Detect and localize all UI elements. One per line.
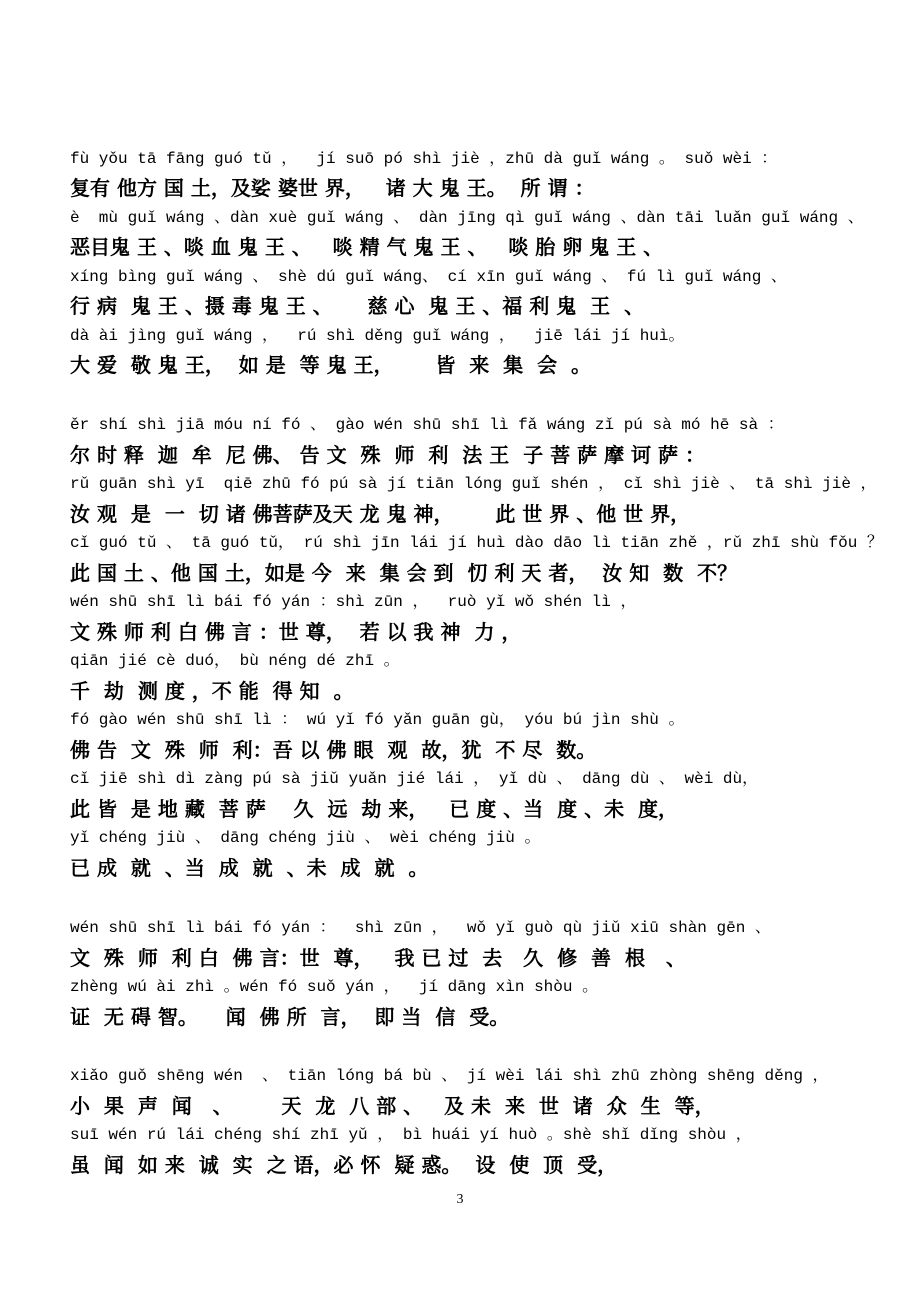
pinyin-line: wén shū shī lì bái fó yán ：shì zūn ， ruò yǐ wǒ shén lì ，: [70, 593, 637, 611]
pinyin-line: qiān jié cè duó， bù néng dé zhī 。: [70, 652, 400, 670]
page-number: 3: [456, 1192, 464, 1207]
hanzi-line: 此 国 土 、他 国 土，如是 今 来 集 会 到 忉 利 天 者， 汝 知 数 不？: [70, 561, 738, 585]
pinyin-line: dà ài jìng guǐ wáng ， rú shì děng guǐ wáng ， jiē lái jí huì。: [70, 327, 685, 345]
pinyin-line: zhèng wú ài zhì 。wén fó suǒ yán ， jí dāng xìn shòu 。: [70, 978, 599, 996]
hanzi-line: 恶目鬼 王 、啖 血 鬼 王 、 啖 精 气 鬼 王 、 啖 胎 卵 鬼 王 、: [70, 235, 664, 259]
hanzi-line: 证 无 碍 智。 闻 佛 所 言， 即 当 信 受。: [70, 1005, 510, 1029]
hanzi-line: 已 成 就 、当 成 就 、未 成 就 。: [70, 856, 429, 880]
pinyin-line: xiǎo guǒ shēng wén 、 tiān lóng bá bù 、 jí wèi lái shì zhū zhòng shēng děng ，: [70, 1067, 829, 1085]
pinyin-line: wén shū shī lì bái fó yán ： shì zūn ， wǒ yǐ guò qù jiǔ xiū shàn gēn 、: [70, 919, 771, 937]
pinyin-line: yǐ chéng jiù 、 dāng chéng jiù 、 wèi chéng jiù 。: [70, 829, 541, 847]
pinyin-line: rǔ guān shì yī qiē zhū fó pú sà jí tiān lóng guǐ shén ， cǐ shì jiè 、 tā shì jiè ，: [70, 475, 877, 493]
hanzi-line: 文 殊 师 利 白 佛 言：世 尊， 我 已 过 去 久 修 善 根 、: [70, 946, 686, 970]
hanzi-line: 汝 观 是 一 切 诸 佛菩萨及天 龙 鬼 神， 此 世 界 、他 世 界，: [70, 502, 691, 526]
pinyin-line: fù yǒu tā fāng guó tǔ ， jí suō pó shì jiè ，zhū dà guǐ wáng 。 suǒ wèi ：: [70, 150, 778, 168]
hanzi-line: 文 殊 师 利 白 佛 言 ：世 尊， 若 以 我 神 力 ，: [70, 620, 522, 644]
hanzi-line: 佛 告 文 殊 师 利：吾 以 佛 眼 观 故，犹 不 尽 数。: [70, 738, 597, 762]
hanzi-line: 小 果 声 闻 、 天 龙 八 部 、 及 未 来 世 诸 众 生 等，: [70, 1094, 715, 1118]
pinyin-line: suī wén rú lái chéng shí zhī yǔ ， bì huái yí huò 。shè shǐ dǐng shòu ，: [70, 1126, 752, 1144]
pinyin-line: fó gào wén shū shī lì ： wú yǐ fó yǎn guān gù， yóu bú jìn shù 。: [70, 711, 685, 729]
hanzi-line: 大 爱 敬 鬼 王， 如 是 等 鬼 王， 皆 来 集 会 。: [70, 353, 592, 377]
pinyin-line: xíng bìng guǐ wáng 、 shè dú guǐ wáng、 cí xīn guǐ wáng 、 fú lì guǐ wáng 、: [70, 268, 787, 286]
hanzi-line: 千 劫 测 度 ，不 能 得 知 。: [70, 679, 354, 703]
hanzi-line: 此 皆 是 地 藏 菩 萨 久 远 劫 来， 已 度 、当 度 、未 度，: [70, 797, 678, 821]
hanzi-line: 虽 闻 如 来 诚 实 之 语，必 怀 疑 惑。 设 使 顶 受，: [70, 1153, 618, 1177]
pinyin-line: è mù guǐ wáng 、dàn xuè guǐ wáng 、 dàn jīng qì guǐ wáng 、dàn tāi luǎn guǐ wáng 、: [70, 209, 864, 227]
pinyin-line: cǐ jiē shì dì zàng pú sà jiǔ yuǎn jié lái ， yǐ dù 、 dāng dù 、 wèi dù，: [70, 770, 759, 788]
hanzi-line: 尔 时 释 迦 牟 尼 佛、 告 文 殊 师 利 法 王 子 菩 萨 摩 诃 萨 ：: [70, 443, 705, 467]
hanzi-line: 行 病 鬼 王 、摄 毒 鬼 王 、 慈 心 鬼 王 、福 利 鬼 王 、: [70, 294, 645, 318]
hanzi-line: 复有 他方 国 土，及娑 婆世 界， 诸 大 鬼 王。 所 谓 ：: [70, 176, 595, 200]
pinyin-line: cǐ guó tǔ 、 tā guó tǔ， rú shì jīn lái jí huì dào dāo lì tiān zhě ，rǔ zhī shù fǒu ？: [70, 534, 883, 552]
pinyin-line: ěr shí shì jiā móu ní fó 、 gào wén shū shī lì fǎ wáng zǐ pú sà mó hē sà ：: [70, 416, 784, 434]
